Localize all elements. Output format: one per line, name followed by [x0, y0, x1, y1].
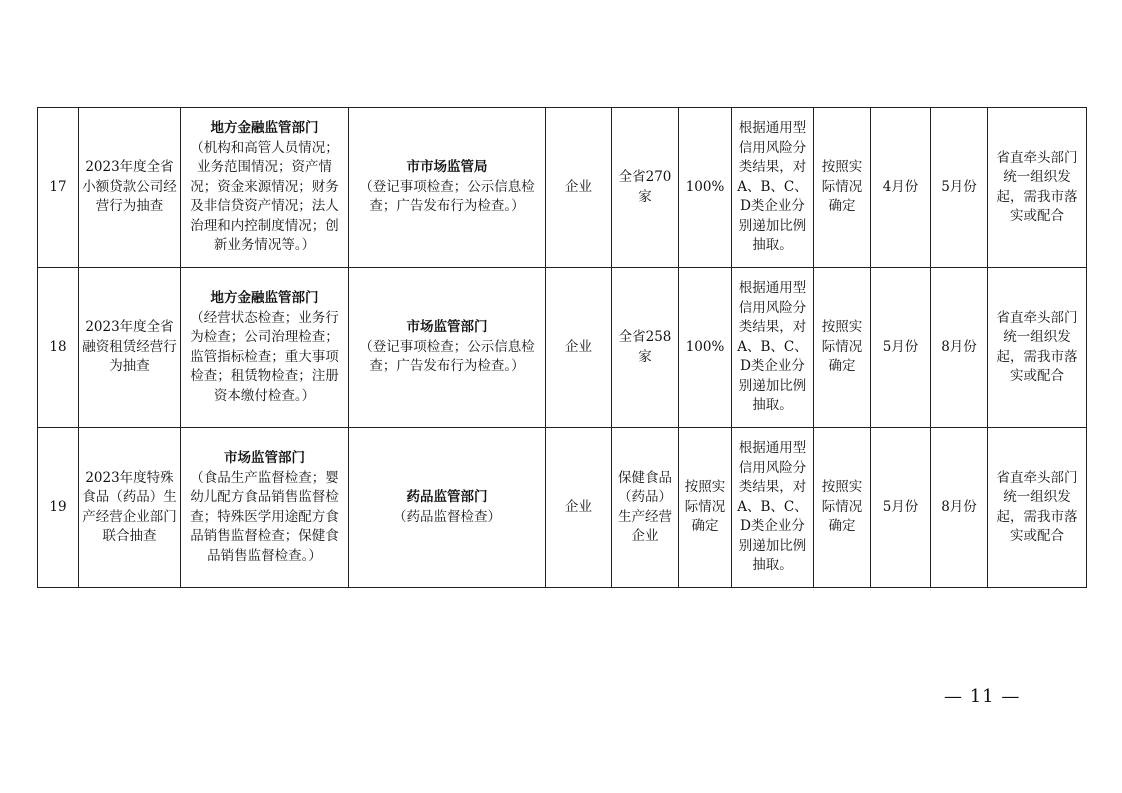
- inspection-table: [37, 107, 1087, 588]
- sampling-count: 按照实际情况确定: [814, 428, 871, 588]
- lead-department: [181, 268, 349, 428]
- inspection-object: 企业: [546, 108, 612, 268]
- task-name: 2023年度全省融资租赁经营行为抽查: [79, 268, 181, 428]
- cooperating-department: [349, 108, 546, 268]
- start-time: 5月份: [871, 268, 931, 428]
- table-row: [38, 108, 1087, 268]
- inspection-object: 企业: [546, 428, 612, 588]
- cooperating-department-items: （药品监督检查）: [393, 508, 501, 525]
- lead-department-items: （食品生产监督检查；婴幼儿配方食品销售监督检查；特殊医学用途配方食品销售监督检查；保健食品销售监督检查。）: [190, 469, 339, 564]
- remark: 省直牵头部门统一组织发起，需我市落实或配合: [988, 268, 1087, 428]
- start-time: 5月份: [871, 428, 931, 588]
- inspection-object: 企业: [546, 268, 612, 428]
- task-name: 2023年度全省小额贷款公司经营行为抽查: [79, 108, 181, 268]
- sampling-ratio: 100%: [679, 268, 732, 428]
- lead-department-items: （机构和高管人员情况；业务范围情况；资产情况；资金来源情况；财务及非信贷资产情况；法人治理和内控制度情况；创新业务情况等。）: [190, 139, 339, 254]
- row-number: 17: [38, 108, 79, 268]
- lead-department-items: （经营状态检查；业务行为检查；公司治理检查；监管指标检查；重大事项检查；租赁物检查；注册资本缴付检查。）: [190, 309, 339, 404]
- sampling-method: 根据通用型信用风险分类结果，对A、B、C、D类企业分别递加比例抽取。: [732, 428, 814, 588]
- cooperating-department-name: 市市场监管局: [406, 159, 488, 176]
- lead-department: [181, 108, 349, 268]
- task-name: 2023年度特殊食品（药品）生产经营企业部门联合抽查: [79, 428, 181, 588]
- row-number: 18: [38, 268, 79, 428]
- remark: 省直牵头部门统一组织发起，需我市落实或配合: [988, 428, 1087, 588]
- sampling-method: 根据通用型信用风险分类结果，对A、B、C、D类企业分别递加比例抽取。: [732, 268, 814, 428]
- cooperating-department-name: 市场监管部门: [406, 319, 488, 336]
- cooperating-department-items: （登记事项检查；公示信息检查；广告发布行为检查。）: [359, 178, 535, 215]
- sampling-ratio: 按照实际情况确定: [679, 428, 732, 588]
- cooperating-department: [349, 268, 546, 428]
- end-time: 5月份: [931, 108, 988, 268]
- lead-department-name: 地方金融监管部门: [210, 290, 319, 306]
- inspection-scope: 全省258家: [612, 268, 679, 428]
- cooperating-department-name: 药品监管部门: [406, 489, 488, 505]
- sampling-count: 按照实际情况确定: [814, 108, 871, 268]
- end-time: 8月份: [931, 428, 988, 588]
- sampling-method: 根据通用型信用风险分类结果，对A、B、C、D类企业分别递加比例抽取。: [732, 108, 814, 268]
- end-time: 8月份: [931, 268, 988, 428]
- cooperating-department: [349, 428, 546, 588]
- inspection-scope: 保健食品（药品）生产经营企业: [612, 428, 679, 588]
- table-row: [38, 428, 1087, 588]
- lead-department: [181, 428, 349, 588]
- remark: 省直牵头部门统一组织发起，需我市落实或配合: [988, 108, 1087, 268]
- table-row: [38, 268, 1087, 428]
- lead-department-name: 地方金融监管部门: [210, 120, 319, 137]
- lead-department-name: 市场监管部门: [224, 450, 305, 466]
- inspection-scope: 全省270家: [612, 108, 679, 268]
- start-time: 4月份: [871, 108, 931, 268]
- cooperating-department-items: （登记事项检查；公示信息检查；广告发布行为检查。）: [359, 338, 535, 375]
- sampling-count: 按照实际情况确定: [814, 268, 871, 428]
- row-number: 19: [38, 428, 79, 588]
- sampling-ratio: 100%: [679, 108, 732, 268]
- page-number: — 11 —: [944, 686, 1021, 707]
